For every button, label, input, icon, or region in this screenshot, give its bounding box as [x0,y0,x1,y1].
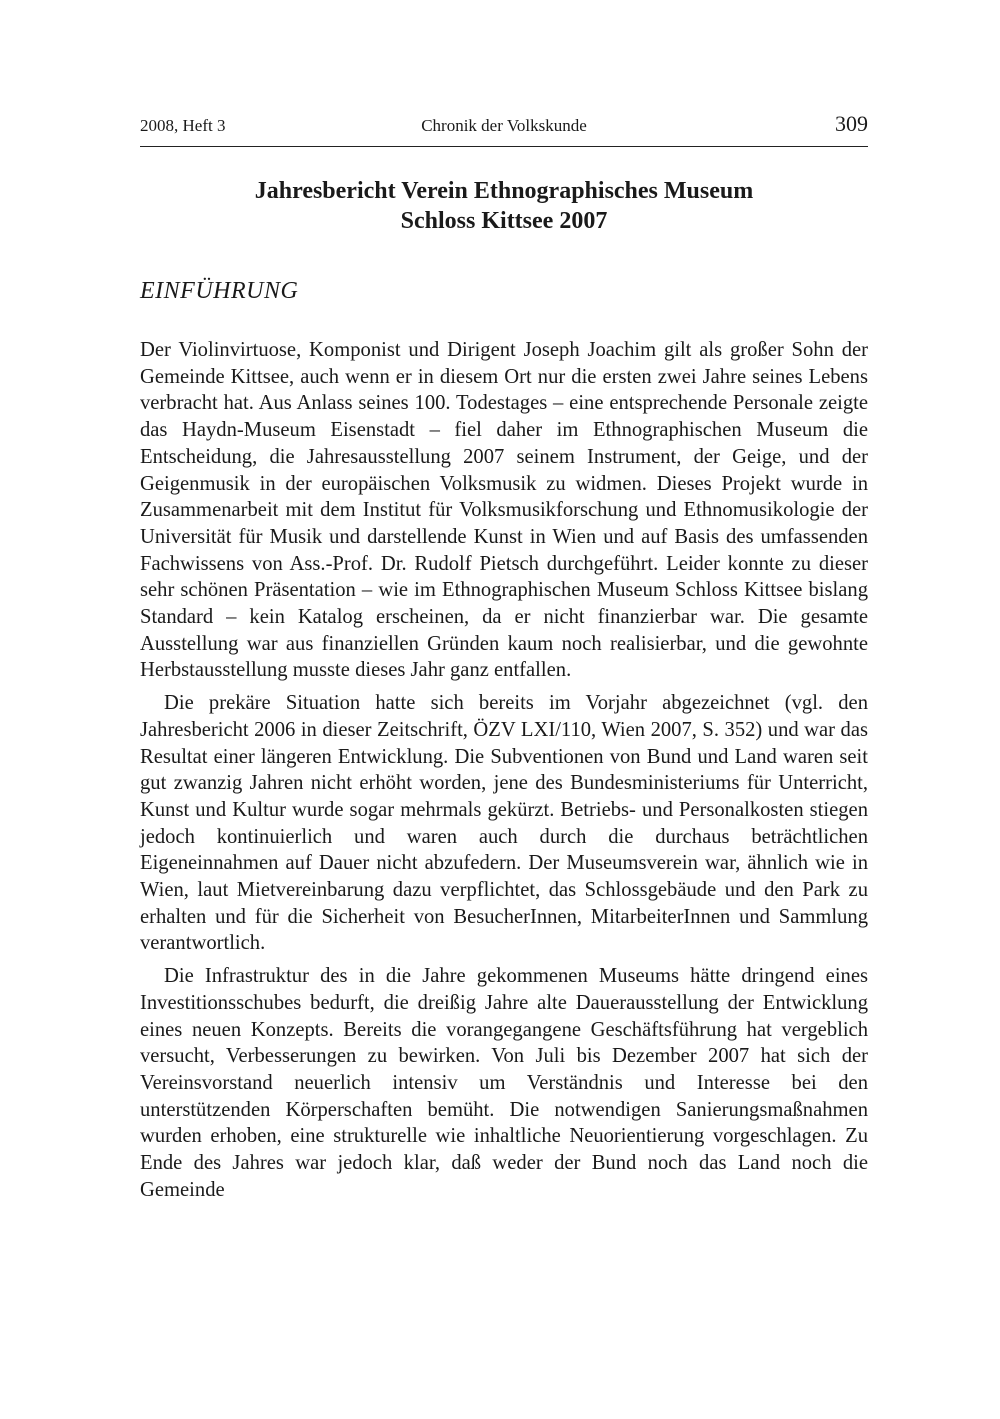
article-title [140,176,868,236]
paragraph: Die prekäre Situation hatte sich bereits im Vorjahr abgezeichnet (vgl. den Jahresbericht 2006 in dieser Zeitschrift, ÖZV LXI/110, Wien 2007, S. 352) und war das Resultat einer längeren Entwicklung. Die Subventionen von Bund und Land waren seit gut zwanzig Jahren nicht erhöht worden, jene des Bundesministeriums für Unterricht, Kunst und Kultur wurde sogar mehrmals gekürzt. Betriebs- und Personalkosten stiegen jedoch kontinuierlich und waren auch durch die durchaus beträchtlichen Eigeneinnahmen auf Dauer nicht abzufedern. Der Museumsverein war, ähnlich wie in Wien, laut Mietvereinbarung dazu verpflichtet, das Schlossgebäude und den Park zu erhalten und für die Sicherheit von BesucherInnen, MitarbeiterInnen und Sammlung verantwortlich. [140,692,868,955]
article-title-line-1: Jahresbericht Verein Ethnographisches Museum [254,178,754,204]
section-heading: EINFÜHRUNG [140,278,299,304]
running-header [140,112,868,147]
paragraph: Die Infrastruktur des in die Jahre gekommenen Museums hätte dringend eines Investitionsschubes bedurft, die dreißig Jahre alte Dauerausstellung der Entwicklung eines neuen Konzepts. Bereits die vorangegangene Geschäftsführung hat vergeblich versucht, Verbesserungen zu bewirken. Von Juli bis Dezember 2007 hat sich der Vereinsvorstand neuerlich intensiv um Verständnis und Interesse bei den unterstützenden Körperschaften bemüht. Die notwendigen Sanierungsmaßnahmen wurden erhoben, eine strukturelle wie inhaltliche Neuorientierung vorgeschlagen. Zu Ende des Jahres war jedoch klar, daß weder der Bund noch das Land noch die Gemeinde [140,965,868,1201]
article-title-line-2: Schloss Kittsee 2007 [400,208,608,234]
page-number: 309 [835,111,868,136]
journal-title: Chronik der Volkskunde [421,116,587,135]
paragraph: Der Violinvirtuose, Komponist und Dirigent Joseph Joachim gilt als großer Sohn der Gemeinde Kittsee, auch wenn er in diesem Ort nur die ersten zwei Jahre seines Lebens verbracht hat. Aus Anlass seines 100. Todestages – eine entsprechende Personale zeigte das Haydn-Museum Eisenstadt – fiel daher im Ethnographischen Museum die Entscheidung, die Jahresausstellung 2007 seinem Instrument, der Geige, und der Geigenmusik in der europäischen Volksmusik zu widmen. Dieses Projekt wurde in Zusammenarbeit mit dem Institut für Volksmusikforschung und Ethnomusikologie der Universität für Musik und darstellende Kunst in Wien und auf Basis des umfassenden Fachwissens von Ass.-Prof. Dr. Rudolf Pietsch durchgeführt. Leider konnte zu dieser sehr schönen Präsentation – wie im Ethnographischen Museum Schloss Kittsee bislang Standard – kein Katalog erscheinen, da er nicht finanzierbar war. Die gesamte Ausstellung war aus finanziellen Gründen kaum noch realisierbar, und die gewohnte Herbstausstellung musste dieses Jahr ganz entfallen. [140,339,868,682]
issue-label: 2008, Heft 3 [140,116,226,135]
article-body [140,337,868,1204]
